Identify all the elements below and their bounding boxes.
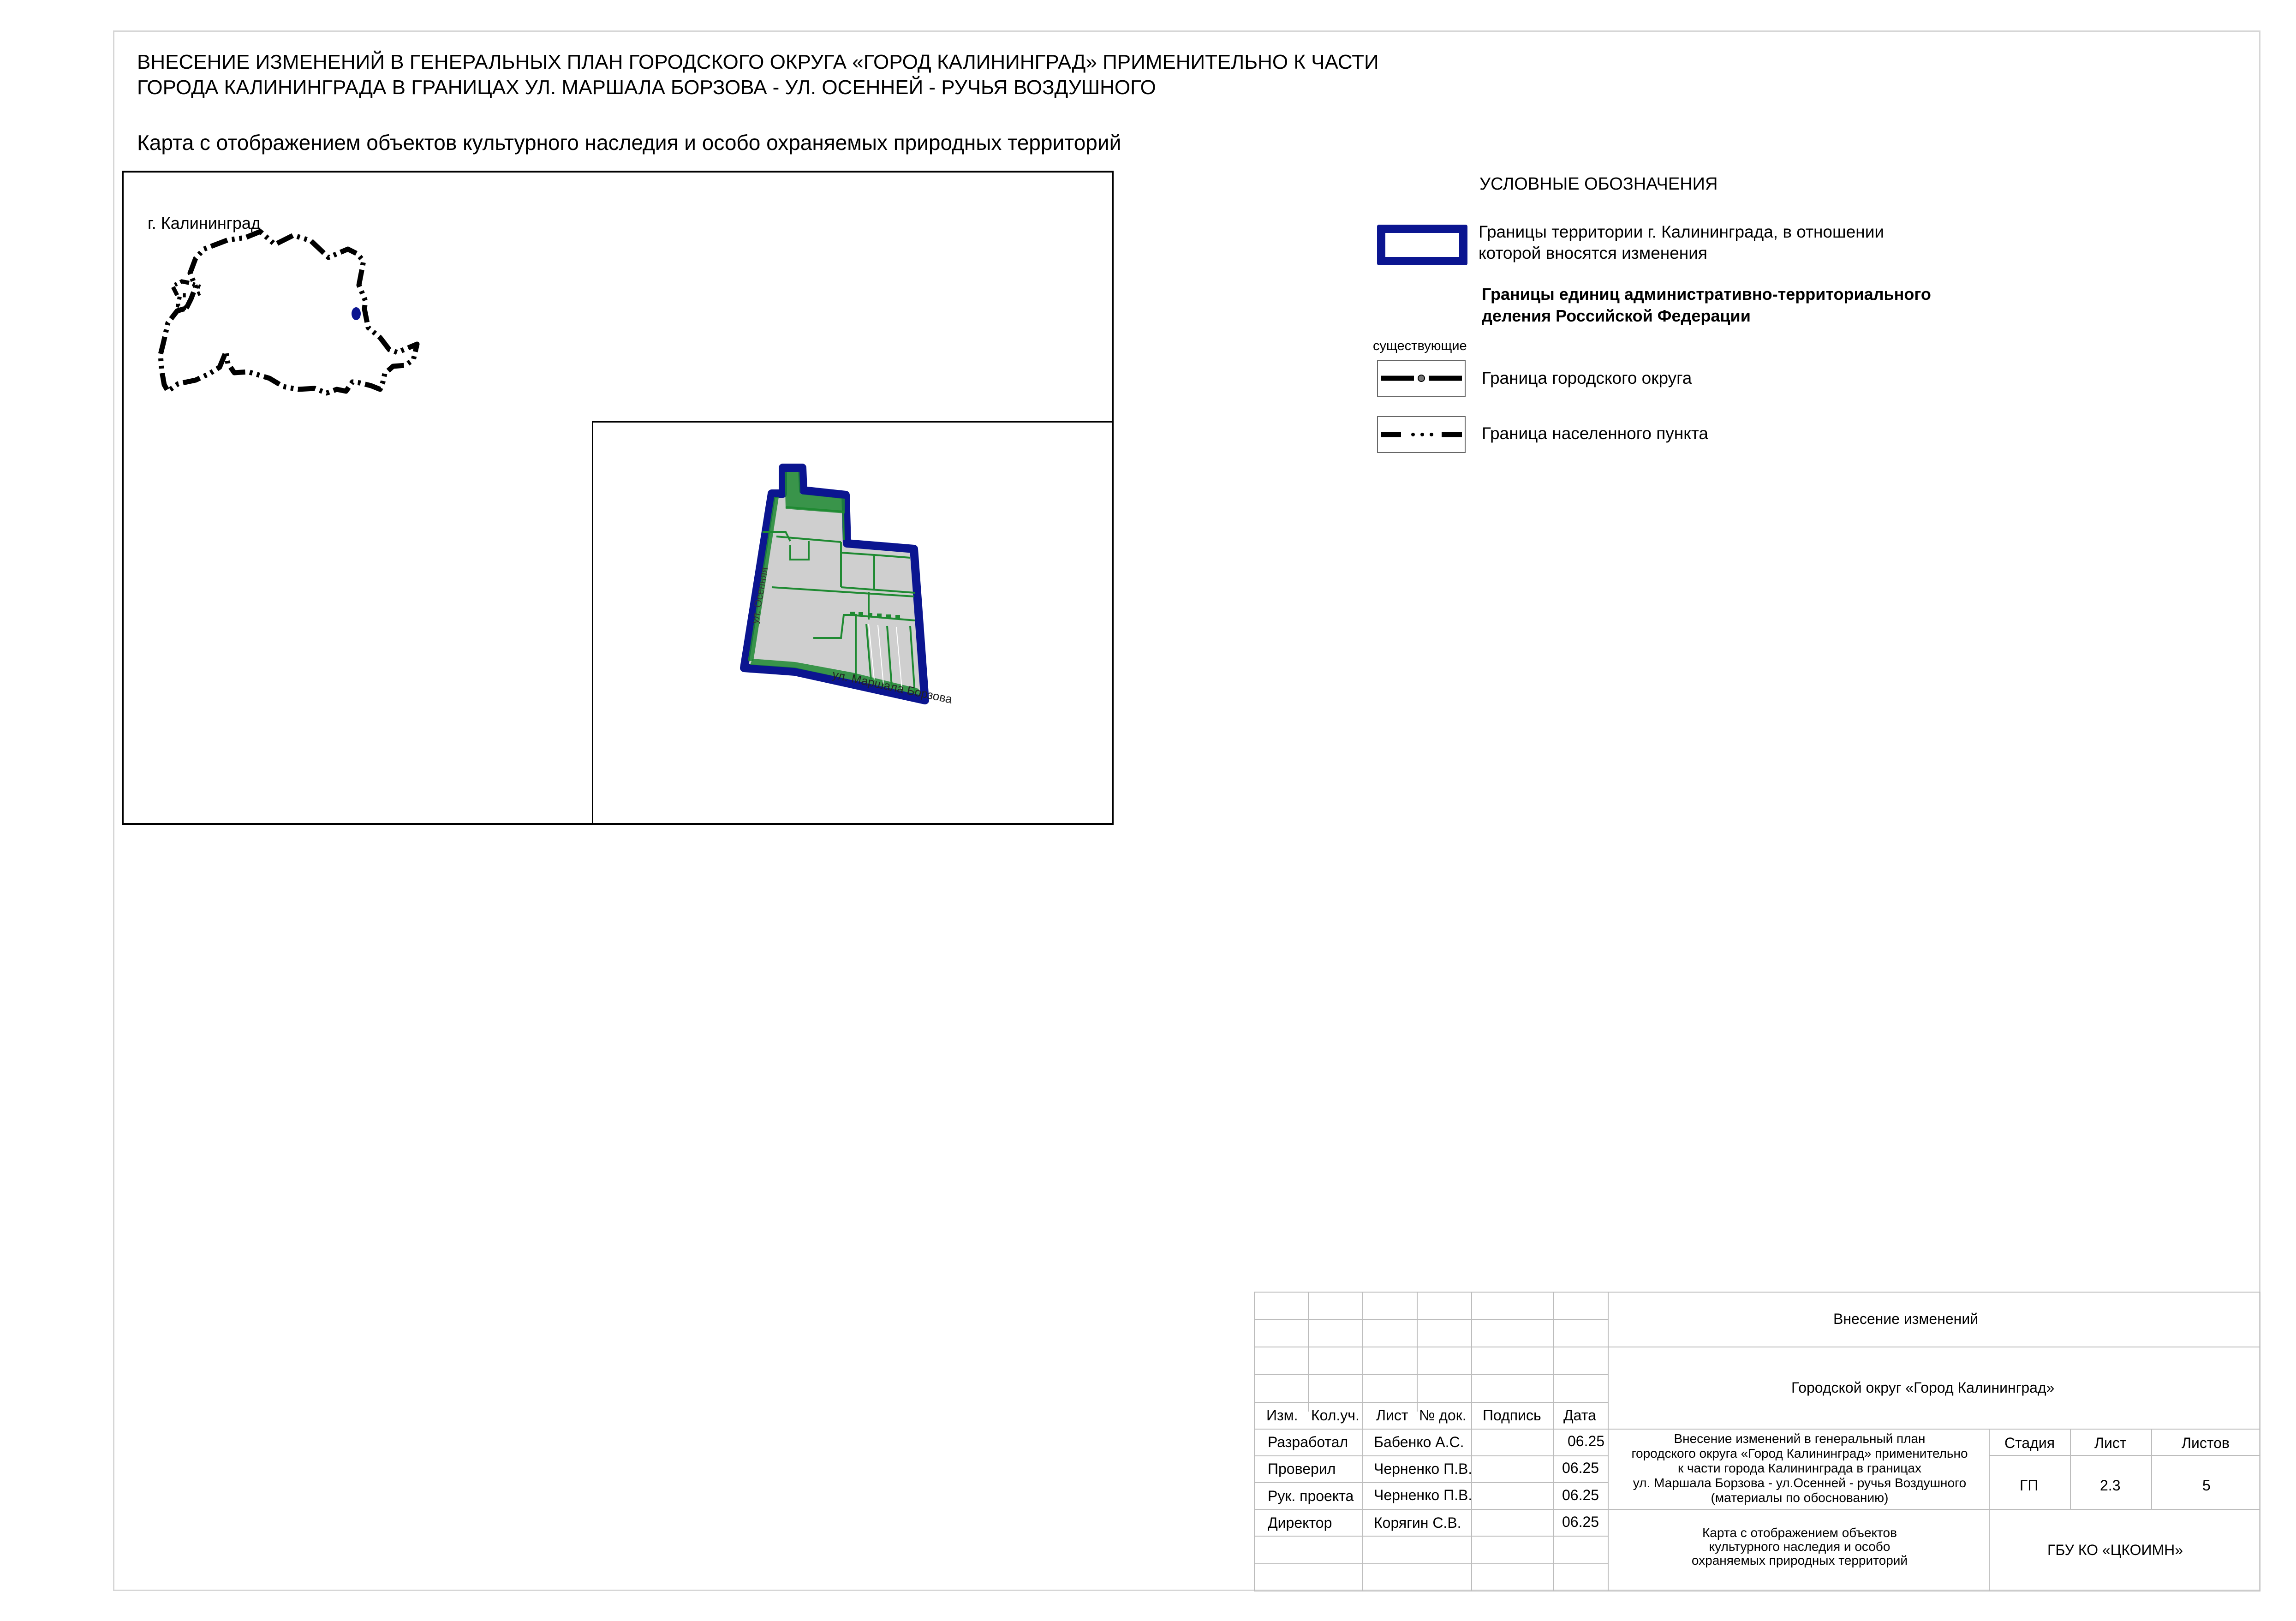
city-district-boundary — [161, 232, 417, 393]
legend-item2: Граница городского округа — [1482, 369, 1692, 387]
legend-existing-label: существующие — [1373, 339, 1467, 353]
stamp-sheets-label: Листов — [2182, 1435, 2230, 1451]
legend-group-line2: деления Российской Федерации — [1482, 306, 1751, 325]
stamp-sheets-value: 5 — [2202, 1477, 2211, 1494]
stamp-name-checked: Черненко П.В. — [1374, 1460, 1473, 1477]
city-label: г. Калининград — [148, 214, 261, 232]
legend-swatch-district — [1377, 360, 1466, 397]
legend-group-line1: Границы единиц административно-территориального — [1482, 285, 1931, 304]
legend-swatch-settlement — [1377, 416, 1466, 453]
boundary-segment-nw — [173, 281, 200, 295]
legend-item3: Граница населенного пункта — [1482, 424, 1708, 443]
stamp-description: Внесение изменений в генеральный план городского округа «Город Калининград» применительно к части города Калининграда в границах ул. Маршала Борзова - ул.Осенней - ручья Воздушного (материалы по обоснованию) — [1631, 1431, 1968, 1505]
street-label-borzova: ул. Маршала Борзова — [831, 667, 954, 706]
stamp-role-developer: Разработал — [1268, 1434, 1348, 1450]
stamp-stage-label: Стадия — [2004, 1435, 2055, 1451]
stamp-stage-value: ГП — [2020, 1477, 2039, 1494]
legend-item1-line1: Границы территории г. Калининграда, в отношении — [1479, 222, 1885, 241]
stamp-sheet-label: Лист — [2094, 1435, 2127, 1451]
street-label-osennyaya: ул. Осенняя — [749, 566, 770, 625]
map-subtitle: Карта с отображением объектов культурного наследия и особо охраняемых природных территорий — [137, 131, 1121, 155]
stamp-role-lead: Рук. проекта — [1268, 1488, 1354, 1504]
stamp-project-title: Внесение изменений — [1833, 1311, 1979, 1327]
stamp-name-director: Корягин С.В. — [1374, 1514, 1461, 1531]
legend-title: УСЛОВНЫЕ ОБОЗНАЧЕНИЯ — [1479, 174, 1718, 194]
stamp-date-checked: 06.25 — [1562, 1460, 1599, 1476]
stamp-role-director: Директор — [1268, 1514, 1332, 1531]
stamp-sheet-value: 2.3 — [2100, 1477, 2121, 1494]
stamp-col-sign: Подпись — [1483, 1407, 1541, 1424]
stamp-col-kol: Кол.уч. — [1311, 1407, 1360, 1424]
title-line-1: ВНЕСЕНИЕ ИЗМЕНЕНИЙ В ГЕНЕРАЛЬНЫХ ПЛАН ГОРОДСКОГО ОКРУГА «ГОРОД КАЛИНИНГРАД» ПРИМЕНИТЕЛЬНО К ЧАСТИ — [137, 51, 1379, 73]
change-area-marker — [352, 307, 361, 320]
stamp-organization: ГБУ КО «ЦКОИМН» — [2047, 1542, 2183, 1558]
stamp-name-lead: Черненко П.В. — [1374, 1487, 1473, 1503]
stamp-date-lead: 06.25 — [1562, 1487, 1599, 1503]
stamp-name-developer: Бабенко А.С. — [1374, 1434, 1464, 1450]
stamp-date-director: 06.25 — [1562, 1514, 1599, 1530]
legend-item1-line2: которой вносятся изменения — [1479, 244, 1707, 262]
inset-map-drawing — [592, 421, 1114, 825]
stamp-col-date: Дата — [1563, 1407, 1596, 1424]
stamp-col-izm: Изм. — [1266, 1407, 1298, 1424]
stamp-municipality: Городской округ «Город Калининград» — [1791, 1379, 2055, 1396]
stamp-col-list: Лист — [1376, 1407, 1408, 1424]
legend-swatch-change-territory — [1377, 225, 1467, 265]
stamp-col-doc: № док. — [1419, 1407, 1467, 1424]
title-line-2: ГОРОДА КАЛИНИНГРАДА В ГРАНИЦАХ УЛ. МАРШАЛА БОРЗОВА - УЛ. ОСЕННЕЙ - РУЧЬЯ ВОЗДУШНОГО — [137, 76, 1156, 99]
stamp-role-checked: Проверил — [1268, 1460, 1336, 1477]
stamp-date-developer: 06.25 — [1568, 1433, 1605, 1449]
stamp-map-name: Карта с отображением объектов культурного наследия и особо охраняемых природных территорий — [1691, 1526, 1908, 1567]
